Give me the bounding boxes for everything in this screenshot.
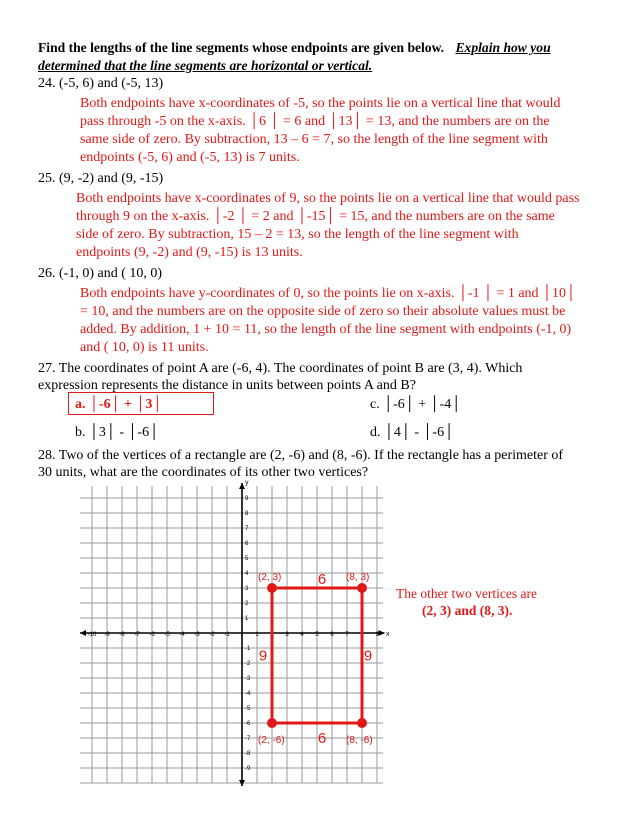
answer-25-line-3: side of zero. By subtraction, 15 – 2 = 13, so the length of the line segment with <box>76 227 519 242</box>
y-tick-label: 7 <box>245 526 249 532</box>
answer-24-line-4: endpoints (-5, 6) and (-5, 13) is 7 units. <box>80 150 300 165</box>
x-axis-arrow-right <box>379 630 385 636</box>
vertex-point <box>357 583 367 593</box>
y-tick-label: -5 <box>245 706 251 712</box>
answer-25-line-2: through 9 on the x-axis. │-2 │ = 2 and │-15│ = 15, and the numbers are on the same <box>76 209 555 224</box>
y-tick-label: -3 <box>245 676 251 682</box>
x-tick-label: -3 <box>194 632 200 638</box>
question-28-line-1: 28. Two of the vertices of a rectangle are (2, -6) and (8, -6). If the rectangle has a perimeter of <box>38 448 564 463</box>
x-tick-label: 9 <box>375 632 379 638</box>
x-tick-label: 1 <box>255 632 259 638</box>
answer-26-line-2: = 10, and the numbers are on the opposite side of zero so their absolute values must be <box>80 304 566 319</box>
question-27-line-2: expression represents the distance in units between points A and B? <box>38 378 416 393</box>
vertex-label-top-left: (2, 3) <box>258 572 282 583</box>
y-tick-label: 2 <box>245 601 249 607</box>
y-tick-label: -1 <box>245 646 251 652</box>
x-tick-label: 7 <box>345 632 349 638</box>
x-tick-label: 8 <box>360 632 364 638</box>
y-tick-label: 3 <box>245 586 249 592</box>
choice-d: d. │4│ - │-6│ <box>370 425 454 440</box>
x-tick-label: -4 <box>179 632 185 638</box>
vertex-point <box>357 718 367 728</box>
x-tick-label: 3 <box>285 632 289 638</box>
y-tick-label: -6 <box>245 721 251 727</box>
y-tick-label: -9 <box>245 766 251 772</box>
instruction-text: Find the lengths of the line segments whose endpoints are given below. <box>38 40 445 55</box>
x-axis-arrow-left <box>80 630 86 636</box>
question-25: 25. (9, -2) and (9, -15) <box>38 171 164 186</box>
y-tick-label: -2 <box>245 661 251 667</box>
x-tick-label: 4 <box>300 632 304 638</box>
x-tick-label: -5 <box>164 632 170 638</box>
y-tick-label: -4 <box>245 691 251 697</box>
x-tick-label: -1 <box>224 632 230 638</box>
side-label-bottom: 6 <box>317 730 327 747</box>
x-tick-label: -10 <box>87 632 97 638</box>
x-tick-label: 6 <box>330 632 334 638</box>
x-tick-label: -6 <box>149 632 155 638</box>
choice-c: c. │-6│ + │-4│ <box>370 397 462 412</box>
answer-28-line-2: (2, 3) and (8, 3). <box>422 603 513 618</box>
x-tick-label: 2 <box>270 632 274 638</box>
side-label-left: 9 <box>258 647 268 665</box>
instruction-emphasis-2: determined that the line segments are horizontal or vertical. <box>38 58 373 73</box>
question-27-line-1: 27. The coordinates of point A are (-6, 4). The coordinates of point B are (3, 4). Which <box>38 361 523 376</box>
answer-26-line-4: and ( 10, 0) is 11 units. <box>80 340 209 355</box>
question-28-line-2: 30 units, what are the coordinates of its other two vertices? <box>38 465 369 480</box>
question-24: 24. (-5, 6) and (-5, 13) <box>38 76 164 91</box>
x-tick-label: -8 <box>119 632 125 638</box>
answer-24-line-2: pass through -5 on the x-axis. │6 │ = 6 and │13│ = 13, and the numbers are on the <box>80 114 550 129</box>
answer-24-line-1: Both endpoints have x-coordinates of -5, so the points lie on a vertical line that would <box>80 96 561 111</box>
answer-26-line-1: Both endpoints have y-coordinates of 0, so the points lie on x-axis. │-1 │ = 1 and │10│ <box>80 286 576 301</box>
y-axis-label: y <box>245 479 249 487</box>
vertex-label-bottom-right: (8, -6) <box>346 735 373 746</box>
vertex-point <box>267 718 277 728</box>
instruction-emphasis-1: Explain how you <box>455 40 551 55</box>
y-tick-label: 4 <box>245 571 249 577</box>
side-label-top: 6 <box>317 571 327 588</box>
question-26: 26. (-1, 0) and ( 10, 0) <box>38 266 163 281</box>
x-tick-label: -7 <box>134 632 140 638</box>
y-tick-label: 9 <box>245 496 249 502</box>
y-tick-label: -7 <box>245 736 251 742</box>
side-label-right: 9 <box>363 647 373 665</box>
choice-a: a. │-6│ + │3│ <box>75 397 163 412</box>
y-tick-label: 5 <box>245 556 249 562</box>
vertex-label-top-right: (8, 3) <box>346 572 370 583</box>
answer-25-line-1: Both endpoints have x-coordinates of 9, so the points lie on a vertical line that would pass <box>76 191 580 206</box>
x-tick-label: 5 <box>315 632 319 638</box>
y-tick-label: -8 <box>245 751 251 757</box>
y-tick-label: 6 <box>245 541 249 547</box>
y-tick-label: 8 <box>245 511 249 517</box>
answer-25-line-4: endpoints (9, -2) and (9, -15) is 13 units. <box>76 245 303 260</box>
vertex-label-bottom-left: (2, -6) <box>258 735 285 746</box>
y-tick-label: 1 <box>245 616 249 622</box>
answer-28-line-1: The other two vertices are <box>396 586 537 601</box>
x-tick-label: -2 <box>209 632 215 638</box>
answer-26-line-3: added. By addition, 1 + 10 = 11, so the length of the line segment with endpoints (-1, 0) <box>80 322 572 337</box>
choice-b: b. │3│ - │-6│ <box>75 425 159 440</box>
x-axis-label: x <box>386 631 390 638</box>
answer-24-line-3: same side of zero. By subtraction, 13 – 6 = 7, so the length of the line segment with <box>80 132 548 147</box>
vertex-point <box>267 583 277 593</box>
x-tick-label: -9 <box>104 632 110 638</box>
